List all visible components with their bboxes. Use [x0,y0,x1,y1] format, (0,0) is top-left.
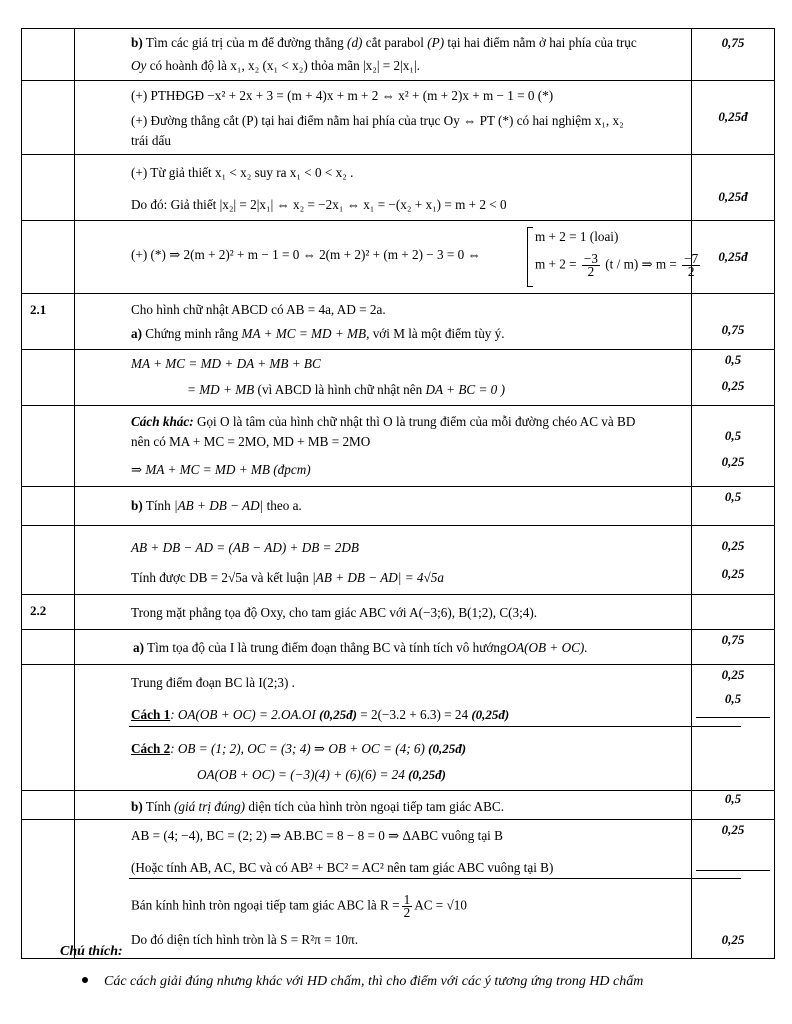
score: 0,5 [724,428,742,443]
table-row: MA + MC = MD + DA + MB + BC = MD + MB (vì ABCD là hình chữ nhật nên DA + BC = 0 ) 0,5 0,25 [22,350,775,406]
grading-table [21,28,775,959]
table-row: b) Tìm các giá trị của m để đường thẳng (d) cắt parabol (P) tại hai điểm nằm ở hai phía của trục Oy có hoành độ là x₁, x₂ (x₁ < x₂) thỏa mãn |x₂| = 2|x₁|. 0,75 [22,29,775,81]
note-item: Các cách giải đúng nhưng khác với HD chấm, thì cho điểm với các ý tương ứng trong HD chấm [104,974,644,989]
table-row: 2.1 Cho hình chữ nhật ABCD có AB = 4a, AD = 2a. a) Chứng minh rằng MA + MC = MD + MB, với M là một điểm tùy ý. 0,75 [22,294,775,350]
table-row: AB = (4; −4), BC = (2; 2) ⇒ AB.BC = 8 − 8 = 0 ⇒ ΔABC vuông tại B (Hoặc tính AB, AC, BC và có AB² + BC² = AC² nên tam giác ABC vuông tại B) Bán kính hình tròn ngoại tiếp tam giác ABC là R = $\frac{1}{2}$ AC = √10 Do đó diện tích hình tròn là S = R²π = 10π. 0,25 0,25 [22,820,775,959]
score: 0,25đ [718,109,748,124]
score: 0,25 [721,932,745,947]
score: 0,75 [721,35,745,50]
score: 0,25đ [718,249,748,264]
score: 0,25 [721,538,745,553]
part-label: b) [131,35,143,50]
table-row: Cách khác: Gọi O là tâm của hình chữ nhật thì O là trung điểm của mỗi đường chéo AC và BD nên có MA + MC = 2MO, MD + MB = 2MO ⇒ MA + MC = MD + MB (đpcm) 0,5 0,25 [22,406,775,487]
score: 0,25 [721,454,745,469]
score: 0,5 [724,489,742,504]
table-row: b) Tính (giá trị đúng) diện tích của hình tròn ngoại tiếp tam giác ABC. 0,5 [22,791,775,820]
score: 0,25 [721,378,745,393]
table-row: a) Tìm tọa độ của I là trung điểm đoạn thẳng BC và tính tích vô hướngOA(OB + OC). 0,75 [22,630,775,665]
table-row: (+) PTHĐGĐ −x² + 2x + 3 = (m + 4)x + m + 2 ⇔ x² + (m + 2)x + m − 1 = 0 (*) (+) Đường thẳng cắt (P) tại hai điểm nằm hai phía của trục Oy ⇔ PT (*) có hai nghiệm x₁, x₂ trái dấu 0,25đ [22,81,775,155]
table-row: AB + DB − AD = (AB − AD) + DB = 2DB Tính được DB = 2√5a và kết luận |AB + DB − AD| = 4√5a 0,25 0,25 [22,526,775,595]
table-row: (+) Từ giả thiết x₁ < x₂ suy ra x₁ < 0 < x₂ . Do đó: Giả thiết |x₂| = 2|x₁| ⇔ x₂ = −2x₁ ⇔ x₁ = −(x₂ + x₁) = m + 2 < 0 0,25đ [22,155,775,221]
bullet-icon [82,977,88,983]
score: 0,25 [721,822,745,837]
table-row: Trung điểm đoạn BC là I(2;3) . Cách 1: OA(OB + OC) = 2.OA.OI (0,25đ) = 2(−3.2 + 6.3) = 24 (0,25đ) Cách 2: OB = (1; 2), OC = (3; 4) ⇒ OB + OC = (4; 6) (0,25đ) OA(OB + OC) = (−3)(4) + (6)(6) = 24 (0,25đ) 0,25 0,5 [22,665,775,791]
score: 0,5 [724,352,742,367]
score: 0,75 [721,322,745,337]
score: 0,25 [721,667,745,682]
section-label: 2.1 [30,302,47,317]
score: 0,75 [721,632,745,647]
section-label: 2.2 [30,603,47,618]
table-row: b) Tính |AB + DB − AD| theo a. 0,5 [22,487,775,526]
score: 0,5 [724,791,742,806]
score: 0,25 [721,566,745,581]
table-row: 2.2 Trong mặt phẳng tọa độ Oxy, cho tam giác ABC với A(−3;6), B(1;2), C(3;4). [22,595,775,630]
notes-title: Chú thích: [60,944,123,959]
table-row: (+) (*) ⇒ 2(m + 2)² + m − 1 = 0 ⇔ 2(m + 2)² + (m + 2) − 3 = 0 ⇔ m + 2 = 1 (loai) m + 2 = $\frac{-3}{2}$ (t / m) ⇒ m = $\frac{-7}{2}$ 0,25đ [22,221,775,294]
score: 0,5 [724,691,742,706]
score: 0,25đ [718,189,748,204]
